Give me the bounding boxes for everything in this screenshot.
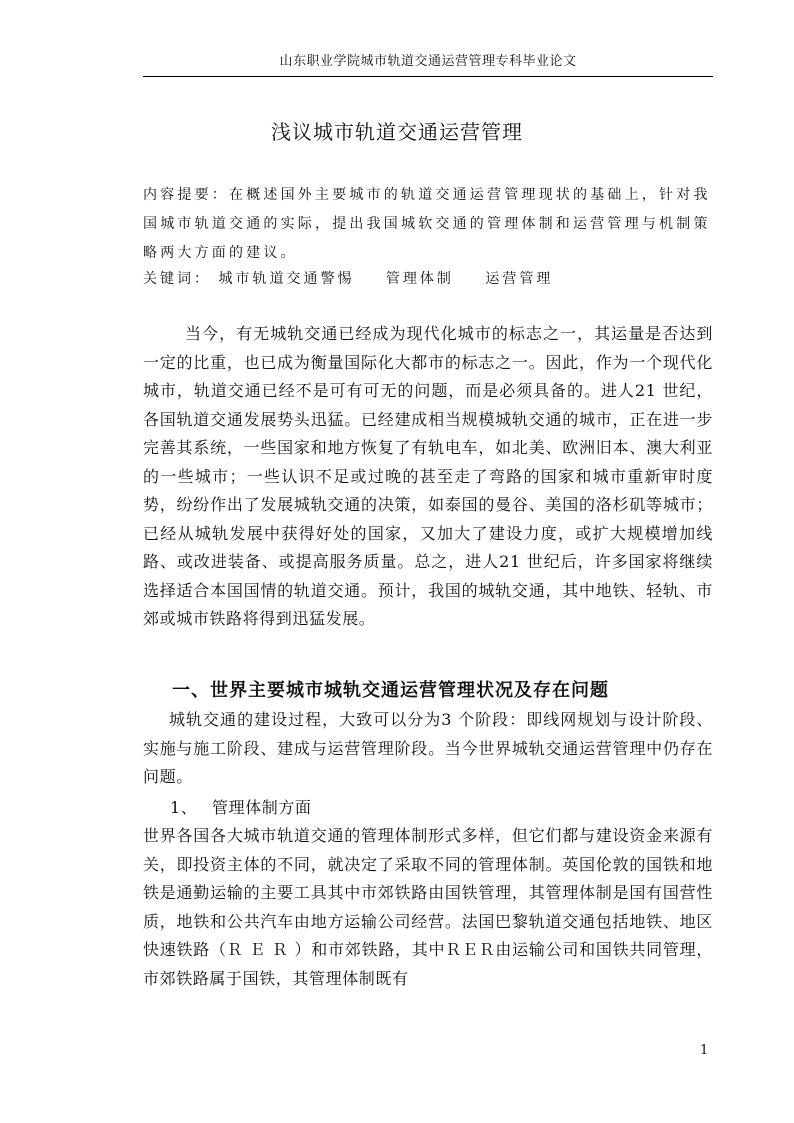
subsection-paragraph: 世界各国各大城市轨道交通的管理体制形式多样，但它们都与建设资金来源有关，即投资主体的不同，就决定了采取不同的管理体制。英国伦敦的国铁和地铁是通勤运输的主要工具其中市郊铁路由国铁管理，其管理体制是国有国营性质，地铁和公共汽车由地方运输公司经营。法国巴黎轨道交通包括地铁、地区快速铁路（Ｒ Ｅ Ｒ ）和市郊铁路，其中ＲＥＲ由运输公司和国铁共同管理，市郊铁路属于国铁，其管理体制既有 [143, 826, 713, 988]
abstract-text: 在概述国外主要城市的轨道交通运营管理现状的基础上，针对我国城市轨道交通的实际，提出我国城软交通的管理体制和运营管理与机制策略两大方面的建议。 [143, 187, 711, 261]
section-paragraph: 城轨交通的建设过程，大致可以分为3 个阶段：即线网规划与设计阶段、实施与施工阶段、建成与运营管理阶段。当今世界城轨交通运营管理中仍存在问题。 [143, 710, 713, 786]
keyword-item: 管理体制 [385, 271, 454, 287]
subsection-title: 管理体制方面 [212, 798, 312, 817]
running-header [143, 50, 713, 77]
running-header-title: 山东职业学院城市轨道交通运营管理专科毕业论文 [279, 54, 577, 69]
intro-paragraph: 当今，有无城轨交通已经成为现代化城市的标志之一，其运量是否达到一定的比重，也已成为衡量国际化大都市的标志之一。因此，作为一个现代化城市，轨道交通已经不是可有可无的问题，而是必须具备的。进人21 世纪，各国轨道交通发展势头迅猛。已经建成相当规模城轨交通的城市，正在进一步完善其系统，一些国家和地方恢复了有轨电车，如北美、欧洲旧本、澳大利亚的一些城市；一些认识不足或过晚的甚至走了弯路的国家和城市重新审时度势，纷纷作出了发展城轨交通的决策，如泰国的曼谷、美国的洛杉矶等城市；已经从城轨发展中获得好处的国家，又加大了建设力度，或扩大规模增加线路、或改进装备、或提高服务质量。总之，进人21 世纪后，许多国家将继续选择适合本国国情的轨道交通。预计，我国的城轨交通，其中地铁、轻轨、市郊或城市铁路将得到迅猛发展。 [143, 324, 713, 628]
keywords-label: 关键词： [143, 271, 211, 287]
keyword-item: 运营管理 [485, 271, 554, 287]
page-number: 1 [700, 1043, 709, 1058]
section-heading: 一、世界主要城市城轨交通运营管理状况及存在问题 [172, 680, 609, 701]
subsection-heading [170, 795, 312, 818]
abstract [143, 181, 723, 268]
keywords [143, 268, 723, 290]
subsection-number: 1、 [170, 798, 198, 817]
page-title: 浅议城市轨道交通运营管理 [271, 120, 523, 144]
abstract-label: 内容提要： [143, 187, 229, 203]
keyword-item: 城市轨道交通警惕 [218, 271, 355, 287]
